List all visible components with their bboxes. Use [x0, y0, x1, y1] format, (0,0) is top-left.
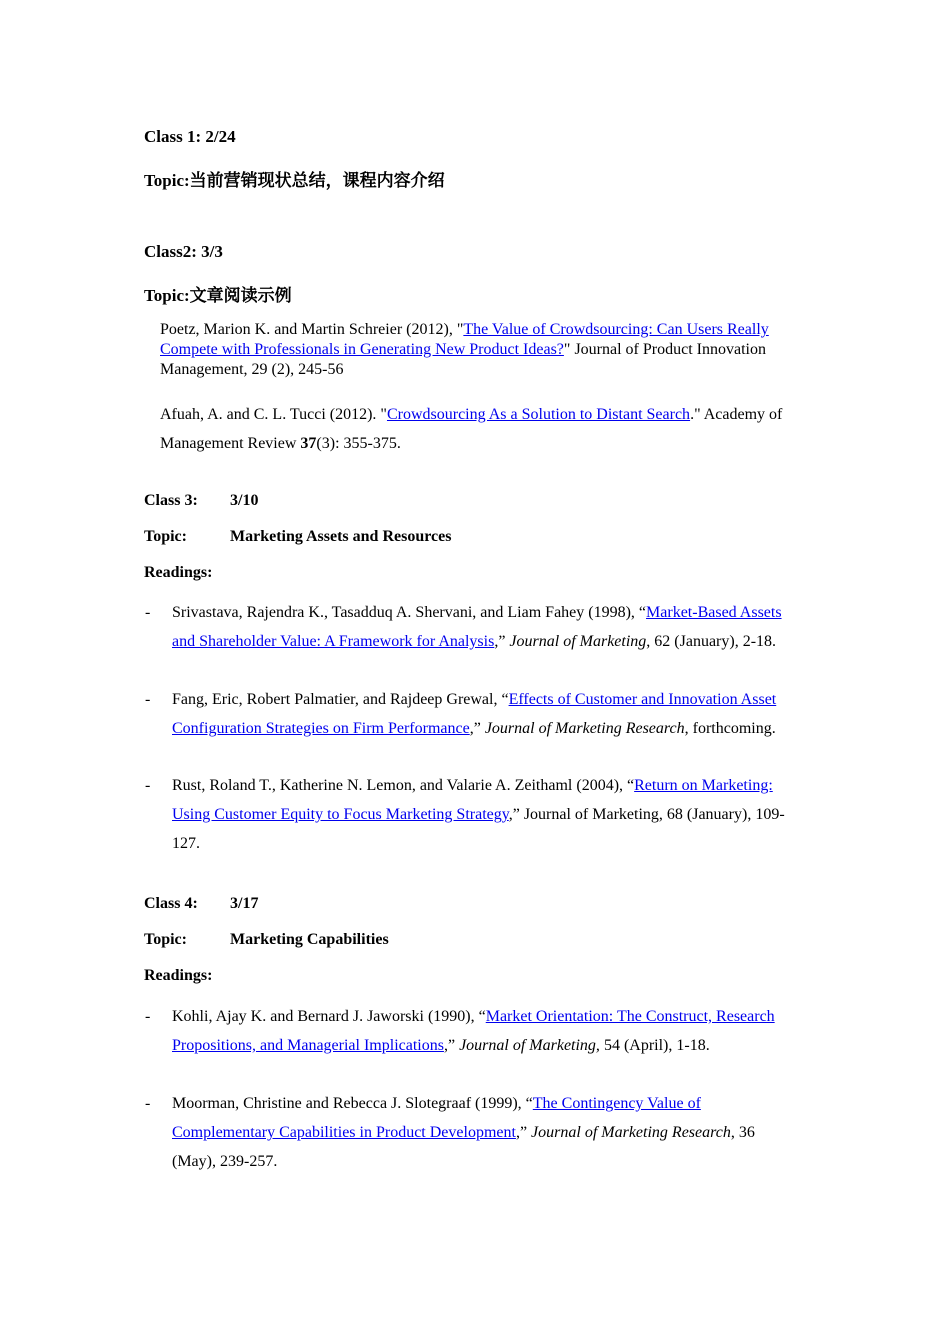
list-bullet: -	[145, 1008, 151, 1025]
class3-readings-label: Readings:	[144, 564, 213, 581]
reference-link[interactable]: The Value of Crowdsourcing: Can Users Really Compete with Professionals in Generating New Product Ideas?	[160, 321, 769, 358]
reference-text: ." Academy of Management Review	[160, 406, 783, 452]
class3-reference-3	[172, 771, 802, 858]
list-bullet: -	[145, 604, 151, 621]
reference-text: , 36 (May), 239-257.	[172, 1124, 755, 1170]
reference-text: " Journal of Product Innovation Management, 29 (2), 245-56	[160, 341, 766, 378]
list-bullet: -	[145, 1095, 151, 1112]
reference-text: (3): 355-375.	[316, 435, 401, 452]
class3-topic-label: Topic:	[144, 528, 187, 545]
reference-link[interactable]: Market Orientation: The Construct, Research Propositions, and Managerial Implications	[172, 1008, 775, 1054]
class4-reference-1	[172, 1002, 802, 1060]
list-bullet: -	[145, 691, 151, 708]
class4-topic-label: Topic:	[144, 931, 187, 948]
journal-name: Journal of Marketing	[509, 633, 647, 650]
class2-heading: Class2: 3/3	[144, 242, 223, 261]
reference-text: Fang, Eric, Robert Palmatier, and Rajdeep Grewal, “	[172, 691, 509, 708]
class2-reference-1	[160, 320, 800, 380]
reference-link[interactable]: Market-Based Assets and Shareholder Value: A Framework for Analysis	[172, 604, 782, 650]
class3-reference-2	[172, 685, 802, 743]
reference-text: Moorman, Christine and Rebecca J. Slotegraaf (1999), “	[172, 1095, 533, 1112]
reference-text: , 62 (January), 2-18.	[646, 633, 777, 650]
journal-name: Journal of Marketing Research	[531, 1124, 731, 1141]
reference-text: ,”	[515, 1124, 532, 1141]
class4-label: Class 4:	[144, 895, 198, 912]
reference-text: 54 (April), 1-18.	[599, 1037, 710, 1054]
class1-topic: Topic:当前营销现状总结，课程内容介绍	[144, 171, 445, 190]
journal-name: Journal of Marketing,	[459, 1037, 600, 1054]
reference-text: ,”	[494, 633, 510, 650]
class3-reference-1	[172, 598, 802, 656]
class4-readings-label: Readings:	[144, 967, 213, 984]
reference-link[interactable]: Return on Marketing: Using Customer Equity to Focus Marketing Strategy	[172, 777, 773, 823]
class3-label: Class 3:	[144, 492, 198, 509]
reference-link[interactable]: Crowdsourcing As a Solution to Distant Search	[386, 406, 691, 423]
list-bullet: -	[145, 777, 151, 794]
class4-reference-2	[172, 1089, 802, 1176]
reference-text: ,” Journal of Marketing, 68 (January), 109-127.	[172, 806, 785, 852]
reference-text: ,”	[443, 1037, 460, 1054]
class2-topic: Topic:文章阅读示例	[144, 286, 292, 305]
reference-link[interactable]: Effects of Customer and Innovation Asset Configuration Strategies on Firm Performance	[172, 691, 777, 737]
journal-name: Journal of Marketing Research	[484, 720, 685, 737]
reference-link[interactable]: The Contingency Value of Complementary Capabilities in Product Development	[172, 1095, 701, 1141]
reference-text: Afuah, A. and C. L. Tucci (2012). "	[160, 406, 387, 423]
class3-topic: Marketing Assets and Resources	[230, 528, 452, 545]
reference-text: ,”	[469, 720, 485, 737]
reference-volume: 37	[300, 435, 317, 452]
reference-text: Rust, Roland T., Katherine N. Lemon, and Valarie A. Zeithaml (2004), “	[172, 777, 635, 794]
class4-date: 3/17	[230, 895, 259, 912]
class2-reference-2	[160, 400, 800, 458]
class1-heading: Class 1: 2/24	[144, 127, 236, 146]
reference-text: Poetz, Marion K. and Martin Schreier (2012), "	[160, 321, 464, 338]
reference-text: Srivastava, Rajendra K., Tasadduq A. Shervani, and Liam Fahey (1998), “	[172, 604, 647, 621]
reference-text: Kohli, Ajay K. and Bernard J. Jaworski (1990), “	[172, 1008, 486, 1025]
class3-date: 3/10	[230, 492, 259, 509]
reference-text: , forthcoming.	[684, 720, 776, 737]
class4-topic: Marketing Capabilities	[230, 931, 389, 948]
